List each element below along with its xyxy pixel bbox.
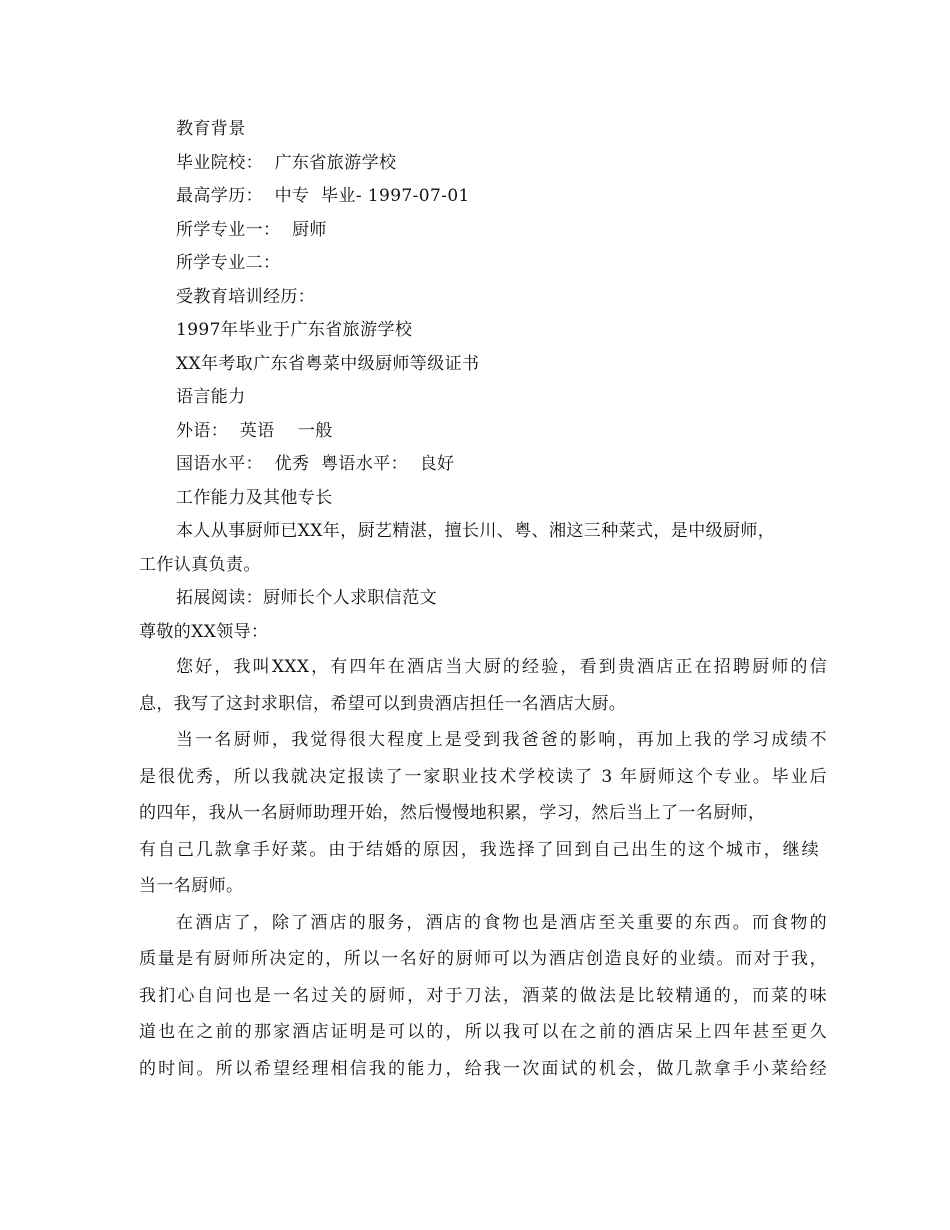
degree-line: 最高学历： 中专 毕业- 1997-07-01: [176, 186, 470, 206]
major-one-line: 所学专业一： 厨师: [176, 220, 327, 240]
letter-paragraph-line: 当一名厨师。: [139, 876, 244, 896]
skills-text-line: 本人从事厨师已XX年，厨艺精湛，擅长川、粤、湘这三种菜式，是中级厨师，: [176, 521, 776, 541]
extended-reading-label: 拓展阅读：厨师长个人求职信范文: [176, 588, 437, 608]
training-item: 1997年毕业于广东省旅游学校: [176, 320, 413, 340]
letter-salutation: 尊敬的XX领导：: [139, 622, 269, 642]
foreign-language-line: 外语： 英语 一般: [176, 421, 333, 441]
letter-paragraph-line: 有自己几款拿手好菜。由于结婚的原因，我选择了回到自己出生的这个城市，继续: [139, 840, 819, 860]
letter-paragraph-line: 道也在之前的那家酒店证明是可以的，所以我可以在之前的酒店呆上四年甚至更久: [139, 1022, 827, 1042]
letter-paragraph-line: 在酒店了，除了酒店的服务，酒店的食物也是酒店至关重要的东西。而食物的: [176, 913, 827, 933]
education-heading: 教育背景: [176, 119, 246, 139]
letter-paragraph-line: 质量是有厨师所决定的，所以一名好的厨师可以为酒店创造良好的业绩。而对于我，: [139, 949, 827, 969]
school-line: 毕业院校： 广东省旅游学校: [176, 153, 397, 173]
training-item: XX年考取广东省粤菜中级厨师等级证书: [176, 354, 480, 374]
letter-paragraph-line: 我扪心自问也是一名过关的厨师，对于刀法，酒菜的做法是比较精通的，而菜的味: [139, 986, 827, 1006]
letter-paragraph-line: 的四年，我从一名厨师助理开始，然后慢慢地积累，学习，然后当上了一名厨师，: [139, 803, 766, 823]
language-heading: 语言能力: [176, 387, 246, 407]
letter-paragraph-line: 当一名厨师，我觉得很大程度上是受到我爸爸的影响，再加上我的学习成绩不: [176, 730, 827, 750]
letter-paragraph-line: 息，我写了这封求职信，希望可以到贵酒店担任一名酒店大厨。: [139, 694, 627, 714]
skills-heading: 工作能力及其他专长: [176, 488, 333, 508]
dialect-level-line: 国语水平： 优秀 粤语水平： 良好: [176, 454, 455, 474]
major-two-line: 所学专业二：: [176, 253, 281, 273]
skills-text-line: 工作认真负责。: [139, 555, 261, 575]
letter-paragraph-line: 您好，我叫XXX，有四年在酒店当大厨的经验，看到贵酒店正在招聘厨师的信: [176, 657, 827, 677]
letter-paragraph-line: 的时间。所以希望经理相信我的能力，给我一次面试的机会，做几款拿手小菜给经: [139, 1059, 827, 1079]
letter-paragraph-line: 是很优秀，所以我就决定报读了一家职业技术学校读了 3 年厨师这个专业。毕业后: [139, 767, 827, 787]
training-label: 受教育培训经历：: [176, 287, 316, 307]
